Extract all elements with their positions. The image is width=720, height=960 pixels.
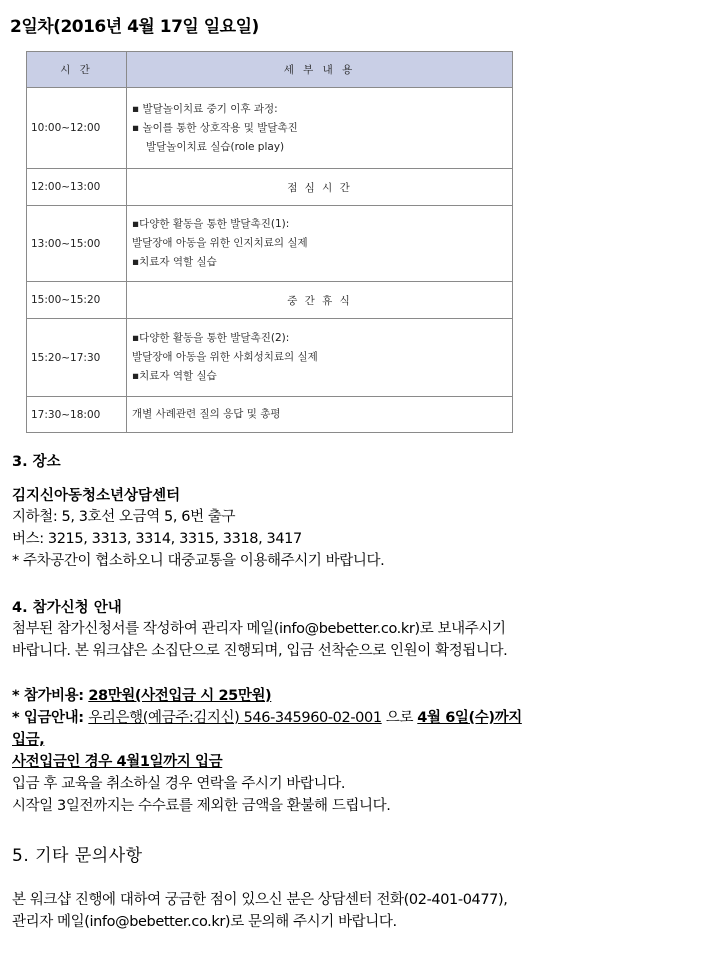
cancel-text-2: 시작일 3일전까지는 수수료를 제외한 금액을 환불해 드립니다. [12, 798, 391, 814]
detail-line: ▪ 발달놀이치료 중기 이후 과정: [132, 102, 278, 115]
cancel-text-1: 입금 후 교육을 취소하실 경우 연락을 주시기 바랍니다. [12, 776, 346, 792]
schedule-table [26, 51, 513, 433]
place-parking: * 주차공간이 협소하오니 대중교통을 이용해주시기 바랍니다. [12, 553, 385, 569]
apply-heading: 4. 참가신청 안내 [12, 600, 122, 616]
detail-line: 발달장애 아동을 위한 사회성치료의 실제 [132, 351, 318, 363]
row-detail [127, 206, 513, 282]
etc-text-2: 관리자 메일(info@bebetter.co.kr)로 문의해 주시기 바랍니다. [12, 914, 397, 930]
table-header-row [27, 52, 513, 88]
deposit-end: 입금, [12, 732, 45, 748]
apply-text-2: 바랍니다. 본 워크샵은 소집단으로 진행되며, 입금 선착순으로 인원이 확정됩니다. [12, 643, 508, 659]
row-detail [127, 319, 513, 397]
deposit-mid: 으로 [381, 710, 418, 726]
row-time: 12:00~13:00 [27, 169, 127, 206]
place-bus: 버스: 3215, 3313, 3314, 3315, 3318, 3417 [12, 531, 302, 547]
row-time: 17:30~18:00 [27, 397, 127, 433]
fee-value: 28만원(사전입금 시 25만원) [88, 688, 272, 704]
row-time: 15:20~17:30 [27, 319, 127, 397]
table-row [27, 88, 513, 169]
deposit-account: 우리은행(예금주:김지신) 546-345960-02-001 [88, 710, 382, 726]
place-name: 김지신아동청소년상담센터 [12, 488, 181, 504]
early-deposit: 사전입금인 경우 4월1일까지 입금 [12, 754, 223, 770]
detail-line: ▪치료자 역할 실습 [132, 256, 217, 268]
detail-line: 발달장애 아동을 위한 인지치료의 실제 [132, 237, 308, 249]
detail-line: 발달놀이치료 실습(role play) [146, 140, 285, 153]
row-time: 15:00~15:20 [27, 282, 127, 319]
table-row [27, 206, 513, 282]
table-row [27, 169, 513, 206]
place-heading: 3. 장소 [12, 454, 61, 470]
etc-heading: 5. 기타 문의사항 [12, 846, 143, 866]
fee-label: * 참가비용: [12, 688, 89, 704]
detail-line: ▪치료자 역할 실습 [132, 370, 217, 382]
deposit-label: * 입금안내: [12, 710, 89, 726]
table-row [27, 397, 513, 433]
row-time: 10:00~12:00 [27, 88, 127, 169]
row-detail: 점 심 시 간 [127, 169, 513, 206]
detail-line: ▪다양한 활동을 통한 발달촉진(1): [132, 218, 290, 230]
table-row [27, 319, 513, 397]
header-detail: 세 부 내 용 [127, 52, 513, 88]
apply-text-1: 첨부된 참가신청서를 작성하여 관리자 메일(info@bebetter.co.kr)로 보내주시기 [12, 621, 506, 637]
row-detail [127, 88, 513, 169]
deposit-deadline: 4월 6일(수)까지 [417, 710, 522, 726]
detail-line: ▪ 놀이를 통한 상호작용 및 발달촉진 [132, 121, 298, 134]
row-detail: 중 간 휴 식 [127, 282, 513, 319]
table-row [27, 282, 513, 319]
header-time: 시 간 [27, 52, 127, 88]
fee-line [12, 684, 271, 705]
row-time: 13:00~15:00 [27, 206, 127, 282]
deposit-line [12, 706, 522, 727]
day-title: 2일차(2016년 4월 17일 일요일) [10, 17, 259, 37]
etc-text-1: 본 워크샵 진행에 대하여 궁금한 점이 있으신 분은 상담센터 전화(02-401-0477), [12, 892, 508, 908]
place-subway: 지하철: 5, 3호선 오금역 5, 6번 출구 [12, 509, 236, 525]
detail-line: ▪다양한 활동을 통한 발달촉진(2): [132, 332, 290, 344]
row-detail: 개별 사례관련 질의 응답 및 총평 [127, 397, 513, 433]
